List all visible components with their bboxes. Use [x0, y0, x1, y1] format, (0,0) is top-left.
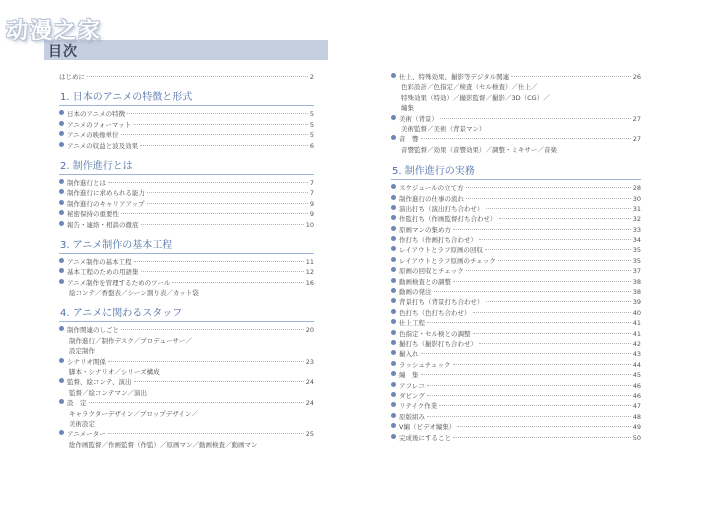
bullet-icon	[391, 382, 396, 387]
leader-dots	[434, 291, 631, 292]
toc-entry-label: 美術（背景）	[399, 114, 438, 123]
toc-entry[interactable]	[59, 120, 314, 130]
toc-entry-page: 5	[309, 131, 314, 140]
bullet-icon	[59, 131, 64, 136]
leader-dots	[421, 353, 631, 354]
bullet-icon	[391, 257, 396, 262]
toc-subentry: 監督／絵コンテマン／演出	[69, 388, 147, 397]
leader-dots	[108, 361, 304, 362]
toc-entry-label: 動画検査との調整	[399, 277, 451, 286]
toc-entry[interactable]	[391, 134, 641, 144]
toc-entry[interactable]	[59, 220, 314, 230]
toc-entry[interactable]	[391, 391, 641, 401]
section-heading: 2. 制作進行とは	[59, 160, 314, 175]
leader-dots	[134, 261, 304, 262]
toc-entry-label: 原画マンの集め方	[399, 225, 451, 234]
leader-dots	[121, 329, 304, 330]
bullet-icon	[391, 371, 396, 376]
toc-subentry: 脚本・シナリオ／シリーズ構成	[69, 368, 160, 377]
toc-entry-page: 46	[632, 381, 641, 390]
toc-entry-page: 48	[632, 412, 641, 421]
toc-entry-page: 9	[309, 199, 314, 208]
bullet-icon	[391, 195, 396, 200]
bullet-icon	[391, 309, 396, 314]
bullet-icon	[391, 278, 396, 283]
toc-subentry: 音響監督／効果（音響効果）／調整・ミキサー／音楽	[401, 145, 557, 154]
toc-subentry: 美術設定	[69, 419, 95, 428]
leader-dots	[453, 281, 631, 282]
leader-dots	[473, 312, 631, 313]
toc-subentry: 総作画監督／作画監督（作監）／原画マン／動画検査／動画マン	[69, 440, 258, 449]
leader-dots	[108, 433, 304, 434]
toc-entry[interactable]	[391, 277, 641, 287]
leader-dots	[457, 426, 630, 427]
toc-entry-page: 41	[632, 329, 641, 338]
toc-entry-page: 2	[309, 73, 314, 81]
toc-entry-label: アニメーター	[67, 430, 106, 439]
toc-right-column	[391, 72, 641, 443]
leader-dots	[473, 333, 631, 334]
bullet-icon	[391, 267, 396, 272]
toc-entry[interactable]	[391, 381, 641, 391]
toc-entry-page: 5	[309, 110, 314, 119]
toc-entry-label: アニメ制作の基本工程	[67, 257, 132, 266]
toc-entry-label: 制作進行の仕事の流れ	[399, 194, 464, 203]
leader-dots	[453, 364, 631, 365]
page-title: 目次	[48, 44, 78, 60]
bullet-icon	[59, 268, 64, 273]
toc-entry[interactable]	[59, 178, 314, 188]
toc-entry[interactable]	[391, 256, 641, 266]
toc-entry-page: 31	[632, 204, 641, 213]
toc-entry-page: 24	[305, 378, 314, 387]
leader-dots	[453, 437, 631, 438]
leader-dots	[466, 187, 631, 188]
bullet-icon	[391, 73, 396, 78]
toc-entry[interactable]	[391, 433, 641, 443]
bullet-icon	[391, 392, 396, 397]
toc-subentry: 美術監督／美術（背景マン）	[401, 124, 486, 133]
toc-subentry: 設定制作	[69, 347, 95, 356]
toc-entry-label: 報告・連絡・相談の徹底	[67, 220, 139, 229]
toc-entry-page: 32	[632, 215, 641, 224]
bullet-icon	[391, 423, 396, 428]
toc-entry-label: 色指定・セル検との調整	[399, 329, 471, 338]
toc-entry-page: 34	[632, 236, 641, 245]
toc-entry-page: 49	[632, 423, 641, 432]
bullet-icon	[59, 110, 64, 115]
bullet-icon	[391, 402, 396, 407]
leader-dots	[499, 218, 631, 219]
toc-entry[interactable]	[59, 188, 314, 198]
bullet-icon	[391, 184, 396, 189]
toc-entry-page: 16	[305, 278, 314, 287]
toc-entry-label: 背景打ち（背景打ち合わせ）	[399, 298, 484, 307]
toc-entry[interactable]	[391, 329, 641, 339]
toc-entry[interactable]	[391, 349, 641, 359]
toc-entry-label: 原版組み	[399, 412, 425, 421]
toc-entry[interactable]	[391, 183, 641, 193]
toc-entry-label: 秘密保持の重要性	[67, 210, 119, 219]
toc-entry[interactable]	[59, 199, 314, 209]
leader-dots	[121, 213, 308, 214]
leader-dots	[133, 124, 308, 125]
site-watermark: 动漫之家	[6, 18, 103, 44]
toc-entry[interactable]	[59, 278, 314, 288]
toc-entry-page: 9	[309, 210, 314, 219]
toc-entry-page: 43	[632, 350, 641, 359]
toc-entry-page: 39	[632, 298, 641, 307]
toc-entry[interactable]	[391, 422, 641, 432]
toc-entry-page: 10	[305, 220, 314, 229]
toc-entry-label: ダビング	[399, 391, 425, 400]
toc-entry[interactable]	[59, 257, 314, 267]
bullet-icon	[59, 258, 64, 263]
toc-entry-label: アニメの映像単位	[67, 131, 119, 140]
leader-dots	[127, 113, 308, 114]
toc-subentry: 絵コンテ／香盤表／シーン割り表／カット袋	[69, 289, 199, 298]
leader-dots	[479, 343, 631, 344]
leader-dots	[147, 192, 308, 193]
bullet-icon	[59, 358, 64, 363]
toc-entry-page: 11	[305, 257, 314, 266]
toc-entry-label: 撮入れ	[399, 350, 419, 359]
toc-entry-page: 37	[632, 267, 641, 276]
toc-entry-page: 50	[632, 433, 641, 442]
toc-entry-label: 制作進行のキャリアアップ	[67, 199, 145, 208]
toc-entry-page: 26	[632, 73, 641, 81]
toc-entry[interactable]	[59, 357, 314, 367]
bullet-icon	[59, 378, 64, 383]
toc-entry[interactable]	[391, 339, 641, 349]
toc-entry-page: 45	[632, 371, 641, 380]
leader-dots	[141, 271, 304, 272]
toc-entry-label: アフレコ	[399, 381, 425, 390]
toc-entry-label: 撮打ち（撮影打ち合わせ）	[399, 339, 477, 348]
toc-entry-page: 20	[305, 326, 314, 335]
bullet-icon	[59, 326, 64, 331]
toc-entry-page: 27	[632, 135, 641, 144]
toc-section	[391, 165, 641, 443]
leader-dots	[440, 118, 631, 119]
toc-entry[interactable]	[391, 114, 641, 124]
toc-entry[interactable]	[391, 412, 641, 422]
toc-entry-page: 6	[309, 141, 314, 150]
toc-entry-page: 28	[632, 184, 641, 193]
bullet-icon	[391, 319, 396, 324]
toc-entry-page: 46	[632, 391, 641, 400]
bullet-icon	[391, 215, 396, 220]
toc-entry-page: 35	[632, 246, 641, 255]
toc-entry-label: はじめに	[59, 73, 85, 81]
leader-dots	[453, 229, 631, 230]
toc-entry-label: 設 定	[67, 399, 87, 408]
leader-dots	[108, 182, 308, 183]
toc-entry-label: 完成後にすること	[399, 433, 451, 442]
leader-dots	[89, 402, 304, 403]
toc-entry[interactable]	[59, 398, 314, 408]
toc-entry-page: 23	[305, 357, 314, 366]
bullet-icon	[391, 413, 396, 418]
toc-entry-label: 制作関連のしごと	[67, 326, 119, 335]
leader-dots	[421, 138, 631, 139]
bullet-icon	[391, 135, 396, 140]
leader-dots	[121, 134, 308, 135]
toc-entry-label: 原画の回収とチェック	[399, 267, 464, 276]
toc-entry[interactable]	[391, 360, 641, 370]
toc-entry[interactable]	[391, 266, 641, 276]
leader-dots	[172, 282, 303, 283]
toc-entry[interactable]	[59, 325, 314, 335]
leader-dots	[140, 145, 308, 146]
toc-entry[interactable]	[391, 204, 641, 214]
toc-entry[interactable]	[391, 72, 641, 82]
bullet-icon	[59, 142, 64, 147]
toc-section	[59, 239, 314, 299]
leader-dots	[141, 224, 304, 225]
toc-entry[interactable]	[59, 429, 314, 439]
toc-entry-page: 27	[632, 114, 641, 123]
leader-dots	[479, 239, 631, 240]
toc-entry-label: 仕上、特殊効果、撮影等デジタル関連	[399, 73, 510, 81]
toc-entry-label: シナリオ関係	[67, 357, 106, 366]
toc-entry-label: 基本工程のための用語集	[67, 268, 139, 277]
toc-section	[59, 91, 314, 151]
section-heading: 4. アニメに関わるスタッフ	[59, 307, 314, 322]
leader-dots	[427, 416, 631, 417]
toc-entry-label: 仕上工程	[399, 319, 425, 328]
toc-entry-label: アニメ制作を管理するためのツール	[67, 278, 171, 287]
toc-entry[interactable]	[391, 287, 641, 297]
bullet-icon	[391, 350, 396, 355]
toc-entry-label: 日本のアニメの特徴	[67, 110, 126, 119]
toc-entry-label: V編（ビデオ編集）	[399, 423, 456, 432]
bullet-icon	[59, 430, 64, 435]
toc-entry[interactable]	[59, 377, 314, 387]
leader-dots	[421, 374, 631, 375]
leader-dots	[485, 249, 631, 250]
toc-entry[interactable]	[391, 235, 641, 245]
bullet-icon	[59, 210, 64, 215]
bullet-icon	[391, 236, 396, 241]
leader-dots	[427, 395, 631, 396]
bullet-icon	[391, 288, 396, 293]
bullet-icon	[59, 121, 64, 126]
bullet-icon	[391, 115, 396, 120]
toc-entry[interactable]	[391, 297, 641, 307]
bullet-icon	[391, 434, 396, 439]
bullet-icon	[59, 189, 64, 194]
leader-dots	[466, 198, 631, 199]
toc-subentry: 編集	[401, 104, 414, 113]
bullet-icon	[59, 200, 64, 205]
bullet-icon	[59, 221, 64, 226]
section-heading: 3. アニメ制作の基本工程	[59, 239, 314, 254]
leader-dots	[486, 208, 631, 209]
bullet-icon	[391, 298, 396, 303]
leader-dots	[498, 260, 631, 261]
toc-entry-label: レイアウトとラフ原画のチェック	[399, 256, 496, 265]
toc-entry-label: 演出打ち（演出打ち合わせ）	[399, 204, 484, 213]
toc-entry-label: スケジュールの立て方	[399, 184, 464, 193]
toc-entry-label: 編 集	[399, 371, 419, 380]
toc-entry[interactable]	[391, 214, 641, 224]
toc-entry[interactable]	[391, 318, 641, 328]
toc-entry-page: 47	[632, 402, 641, 411]
toc-entry[interactable]	[59, 209, 314, 219]
section-heading: 1. 日本のアニメの特徴と形式	[59, 91, 314, 106]
toc-entry-label: 作打ち（作画打ち合わせ）	[399, 236, 477, 245]
toc-entry[interactable]	[59, 141, 314, 151]
toc-entry-page: 40	[632, 308, 641, 317]
toc-section	[59, 160, 314, 230]
toc-entry-label: ラッシュチェック	[399, 360, 451, 369]
toc-entry-label: 色打ち（色打ち合わせ）	[399, 308, 471, 317]
leader-dots	[439, 405, 630, 406]
toc-entry-page: 41	[632, 319, 641, 328]
toc-entry-label: アニメのフォーマット	[67, 120, 132, 129]
toc-entry-label: リテイク作業	[399, 402, 438, 411]
toc-entry[interactable]	[391, 225, 641, 235]
leader-dots	[511, 76, 631, 77]
toc-entry[interactable]	[59, 109, 314, 119]
toc-entry[interactable]	[391, 401, 641, 411]
toc-entry[interactable]	[391, 194, 641, 204]
toc-entry[interactable]	[391, 308, 641, 318]
leader-dots	[87, 76, 308, 77]
toc-entry-page: 24	[305, 399, 314, 408]
toc-entry-page: 33	[632, 225, 641, 234]
bullet-icon	[391, 226, 396, 231]
toc-entry-label: レイアウトとラフ原画の回収	[399, 246, 483, 255]
bullet-icon	[59, 179, 64, 184]
bullet-icon	[59, 279, 64, 284]
toc-entry-label: アニメの収益と波及効果	[67, 141, 139, 150]
leader-dots	[147, 203, 308, 204]
leader-dots	[427, 322, 631, 323]
toc-entry[interactable]	[391, 245, 641, 255]
toc-entry-label: 動画の発注	[399, 288, 432, 297]
leader-dots	[466, 270, 631, 271]
bullet-icon	[391, 361, 396, 366]
toc-entry-page: 7	[309, 178, 314, 187]
toc-entry-label: 制作進行に求められる能力	[67, 189, 145, 198]
bullet-icon	[391, 205, 396, 210]
bullet-icon	[391, 330, 396, 335]
toc-entry-page: 5	[309, 120, 314, 129]
bullet-icon	[391, 246, 396, 251]
toc-subentry: 制作進行／制作デスク／プロデューサー／	[69, 336, 193, 345]
toc-entry[interactable]	[59, 267, 314, 277]
leader-dots	[486, 301, 631, 302]
toc-entry-page: 42	[632, 339, 641, 348]
toc-entry-page: 7	[309, 189, 314, 198]
toc-entry-page: 30	[632, 194, 641, 203]
toc-entry-label: 監督、絵コンテ、演出	[67, 378, 132, 387]
toc-entry[interactable]	[391, 370, 641, 380]
leader-dots	[427, 385, 631, 386]
toc-entry-page: 38	[632, 277, 641, 286]
toc-entry-page: 38	[632, 288, 641, 297]
toc-entry[interactable]	[59, 130, 314, 140]
toc-subentry: 特殊効果（特効）／撮影監督／撮影／3D（CG）／	[401, 93, 550, 102]
toc-section	[59, 307, 314, 450]
toc-subentry: 色彩設計／色指定／検査（セル検査）／仕上／	[401, 83, 538, 92]
toc-entry-label: 音 響	[399, 135, 419, 144]
bullet-icon	[59, 399, 64, 404]
toc-entry-page: 25	[305, 430, 314, 439]
toc-entry-page: 44	[632, 360, 641, 369]
bullet-icon	[391, 340, 396, 345]
toc-entry-intro[interactable]	[59, 72, 314, 82]
leader-dots	[134, 381, 304, 382]
toc-entry-page: 12	[305, 268, 314, 277]
section-heading: 5. 制作進行の実務	[391, 165, 641, 180]
toc-entry-label: 制作進行とは	[67, 178, 106, 187]
toc-subentry: キャラクターデザイン／プロップデザイン／	[69, 409, 198, 418]
toc-entry-label: 作監打ち（作画監督打ち合わせ）	[399, 215, 497, 224]
toc-left-column	[59, 72, 314, 450]
toc-entry-page: 35	[632, 256, 641, 265]
